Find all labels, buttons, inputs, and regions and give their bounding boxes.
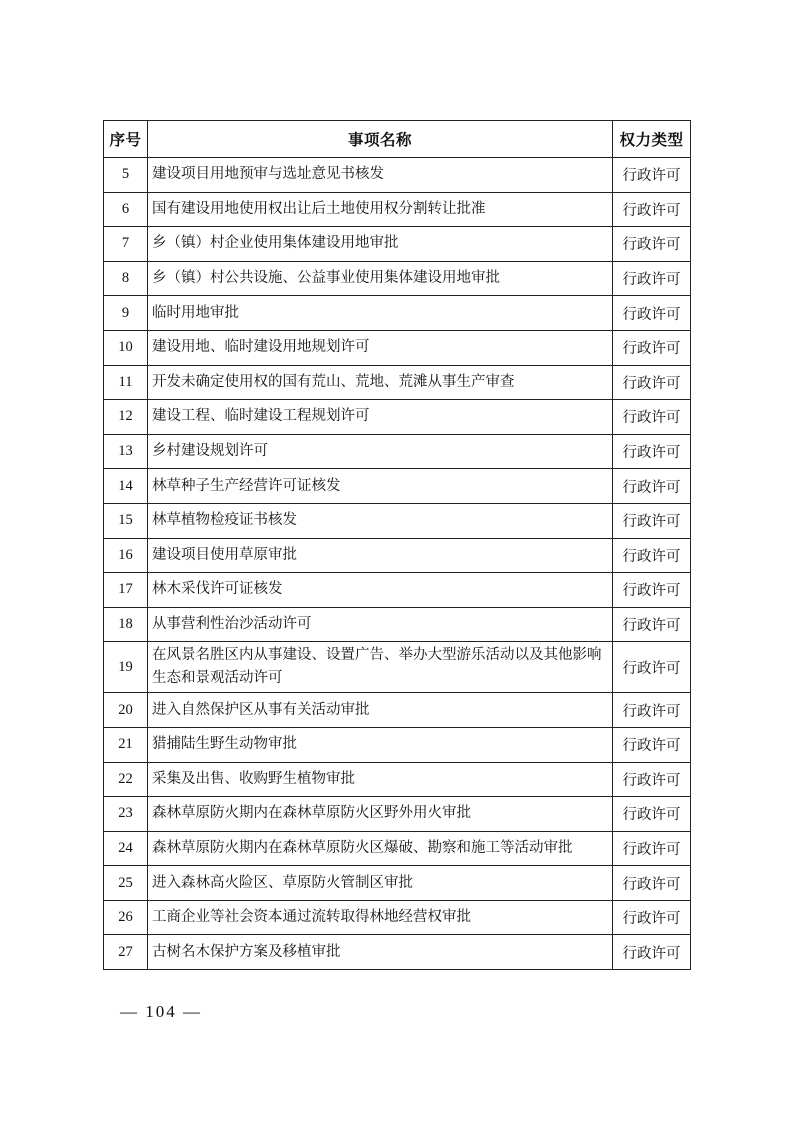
table-row <box>104 900 691 935</box>
row-type: 行政许可 <box>613 434 691 469</box>
row-name: 建设项目使用草原审批 <box>148 538 613 573</box>
row-name: 乡村建设规划许可 <box>148 434 613 469</box>
row-type: 行政许可 <box>613 192 691 227</box>
row-no: 16 <box>104 538 148 573</box>
row-type: 行政许可 <box>613 365 691 400</box>
row-no: 10 <box>104 330 148 365</box>
row-no: 15 <box>104 503 148 538</box>
row-no: 20 <box>104 693 148 728</box>
row-type: 行政许可 <box>613 693 691 728</box>
row-name: 开发未确定使用权的国有荒山、荒地、荒滩从事生产审查 <box>148 365 613 400</box>
row-type: 行政许可 <box>613 400 691 435</box>
row-type: 行政许可 <box>613 727 691 762</box>
row-name: 古树名木保护方案及移植审批 <box>148 935 613 970</box>
table-row <box>104 538 691 573</box>
table-row <box>104 831 691 866</box>
row-name: 建设工程、临时建设工程规划许可 <box>148 400 613 435</box>
row-no: 21 <box>104 727 148 762</box>
row-no: 23 <box>104 797 148 832</box>
table-row <box>104 400 691 435</box>
row-name: 森林草原防火期内在森林草原防火区野外用火审批 <box>148 797 613 832</box>
row-name: 乡（镇）村企业使用集体建设用地审批 <box>148 227 613 262</box>
row-type: 行政许可 <box>613 330 691 365</box>
row-no: 19 <box>104 642 148 693</box>
table-row <box>104 797 691 832</box>
page-number: — 104 — <box>120 1002 202 1021</box>
table-header-row <box>104 121 691 158</box>
row-type: 行政许可 <box>613 642 691 693</box>
row-name: 从事营利性治沙活动许可 <box>148 607 613 642</box>
table-row <box>104 469 691 504</box>
header-type: 权力类型 <box>613 121 691 158</box>
row-type: 行政许可 <box>613 261 691 296</box>
table-row <box>104 158 691 193</box>
row-no: 18 <box>104 607 148 642</box>
row-no: 6 <box>104 192 148 227</box>
row-name: 进入森林高火险区、草原防火管制区审批 <box>148 866 613 901</box>
table-row <box>104 261 691 296</box>
row-name: 采集及出售、收购野生植物审批 <box>148 762 613 797</box>
table-row <box>104 607 691 642</box>
table-row <box>104 434 691 469</box>
row-name: 建设用地、临时建设用地规划许可 <box>148 330 613 365</box>
row-no: 12 <box>104 400 148 435</box>
row-type: 行政许可 <box>613 607 691 642</box>
row-name: 国有建设用地使用权出让后土地使用权分割转让批准 <box>148 192 613 227</box>
row-no: 24 <box>104 831 148 866</box>
header-name: 事项名称 <box>148 121 613 158</box>
row-name: 建设项目用地预审与选址意见书核发 <box>148 158 613 193</box>
table-row <box>104 296 691 331</box>
row-name: 临时用地审批 <box>148 296 613 331</box>
row-type: 行政许可 <box>613 158 691 193</box>
row-no: 25 <box>104 866 148 901</box>
row-name: 林木采伐许可证核发 <box>148 573 613 608</box>
header-no: 序号 <box>104 121 148 158</box>
row-type: 行政许可 <box>613 866 691 901</box>
table-row <box>104 503 691 538</box>
row-type: 行政许可 <box>613 296 691 331</box>
row-no: 7 <box>104 227 148 262</box>
table-row <box>104 935 691 970</box>
row-type: 行政许可 <box>613 762 691 797</box>
table-row <box>104 192 691 227</box>
table-row <box>104 330 691 365</box>
table-row <box>104 573 691 608</box>
row-type: 行政许可 <box>613 831 691 866</box>
row-type: 行政许可 <box>613 503 691 538</box>
row-name: 在风景名胜区内从事建设、设置广告、举办大型游乐活动以及其他影响生态和景观活动许可 <box>148 642 613 693</box>
table-row <box>104 642 691 693</box>
row-name: 乡（镇）村公共设施、公益事业使用集体建设用地审批 <box>148 261 613 296</box>
row-name: 猎捕陆生野生动物审批 <box>148 727 613 762</box>
row-type: 行政许可 <box>613 900 691 935</box>
row-name: 林草种子生产经营许可证核发 <box>148 469 613 504</box>
table-row <box>104 866 691 901</box>
table-row <box>104 227 691 262</box>
row-type: 行政许可 <box>613 469 691 504</box>
row-no: 26 <box>104 900 148 935</box>
row-name: 林草植物检疫证书核发 <box>148 503 613 538</box>
items-table <box>103 120 691 970</box>
row-name: 工商企业等社会资本通过流转取得林地经营权审批 <box>148 900 613 935</box>
row-no: 11 <box>104 365 148 400</box>
row-no: 14 <box>104 469 148 504</box>
row-name: 进入自然保护区从事有关活动审批 <box>148 693 613 728</box>
row-no: 9 <box>104 296 148 331</box>
row-no: 5 <box>104 158 148 193</box>
row-no: 17 <box>104 573 148 608</box>
row-type: 行政许可 <box>613 538 691 573</box>
row-type: 行政许可 <box>613 797 691 832</box>
row-type: 行政许可 <box>613 227 691 262</box>
table-row <box>104 365 691 400</box>
row-type: 行政许可 <box>613 573 691 608</box>
row-type: 行政许可 <box>613 935 691 970</box>
row-no: 8 <box>104 261 148 296</box>
table-row <box>104 762 691 797</box>
row-no: 13 <box>104 434 148 469</box>
row-no: 27 <box>104 935 148 970</box>
row-name: 森林草原防火期内在森林草原防火区爆破、勘察和施工等活动审批 <box>148 831 613 866</box>
table-row <box>104 693 691 728</box>
table-row <box>104 727 691 762</box>
row-no: 22 <box>104 762 148 797</box>
